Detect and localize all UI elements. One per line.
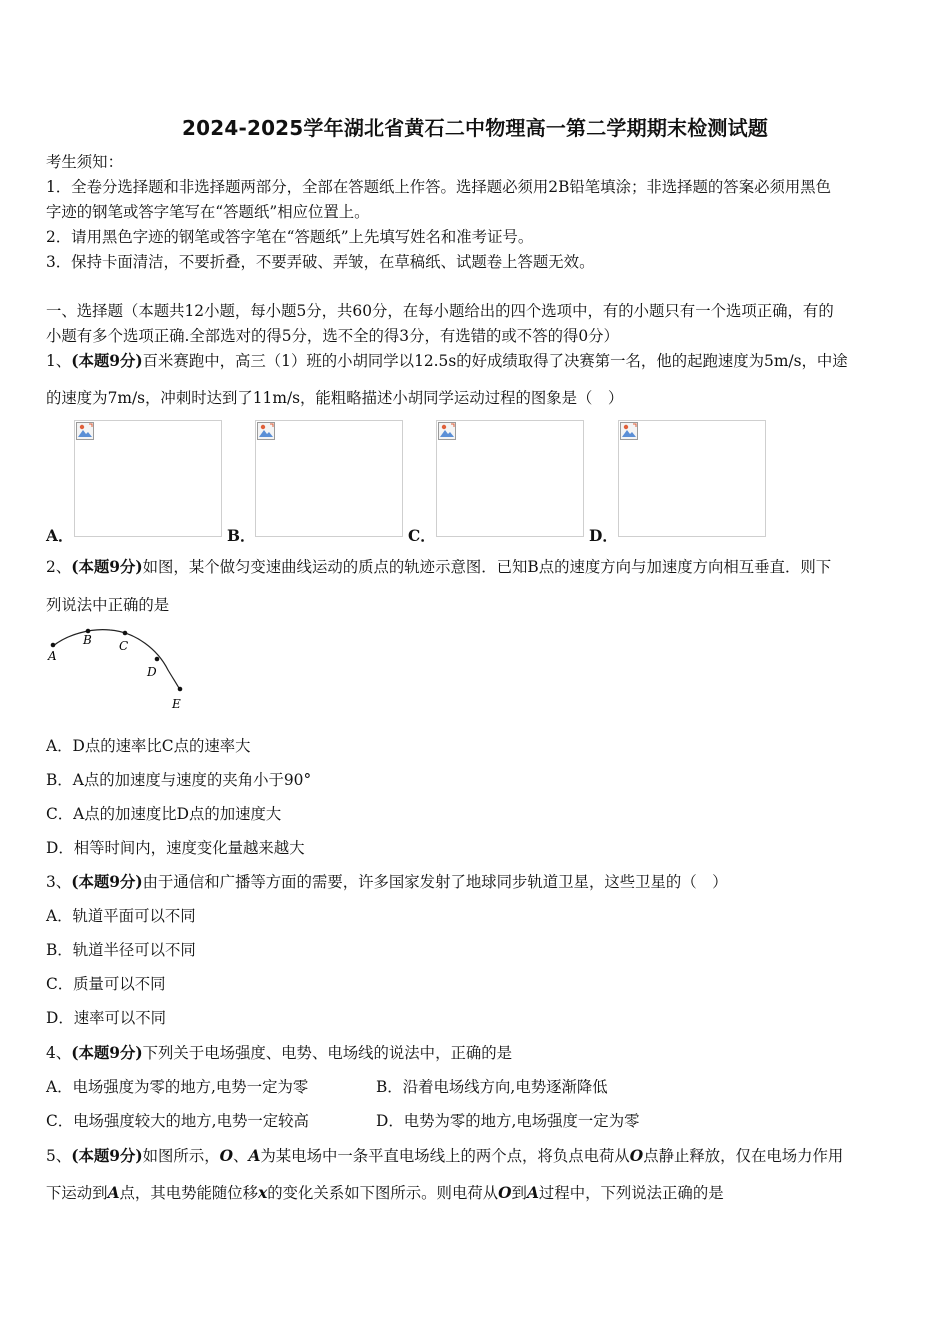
question-score: (本题9分) bbox=[71, 352, 143, 370]
question-text: 、 bbox=[233, 1147, 249, 1165]
question-text: 百米赛跑中，高三（1）班的小胡同学以12.5s的好成绩取得了决赛第一名，他的起跑速度为5m/s，中途 bbox=[142, 352, 848, 370]
symbol-o: O bbox=[629, 1147, 644, 1165]
question-4-line1 bbox=[46, 1043, 908, 1063]
question-2-line1 bbox=[46, 557, 908, 577]
q1-option-d-image[interactable] bbox=[618, 420, 766, 537]
symbol-a: A bbox=[526, 1184, 539, 1202]
q1-option-d-label[interactable]: D． bbox=[589, 527, 618, 545]
q4-option[interactable]: C．电场强度较大的地方,电势一定较高 bbox=[46, 1112, 309, 1130]
question-text: 为某电场中一条平直电场线上的两个点，将负点电荷从 bbox=[260, 1147, 630, 1165]
q3-option[interactable]: D．速率可以不同 bbox=[46, 1009, 167, 1027]
question-score: (本题9分) bbox=[71, 1147, 143, 1165]
question-score: (本题9分) bbox=[71, 558, 143, 576]
q4-option[interactable]: B．沿着电场线方向,电势逐渐降低 bbox=[376, 1078, 608, 1096]
question-text: 点，其电势能随位移 bbox=[119, 1184, 259, 1202]
question-number: 1、 bbox=[46, 352, 72, 370]
question-5-line2 bbox=[46, 1183, 908, 1203]
question-text: 过程中，下列说法正确的是 bbox=[538, 1184, 724, 1202]
point-e-dot bbox=[178, 687, 183, 692]
symbol-a: A bbox=[107, 1184, 120, 1202]
section-heading-cont: 小题有多个选项正确.全部选对的得5分，选不全的得3分，有选错的或不答的得0分） bbox=[46, 327, 619, 345]
notice-item: 1．全卷分选择题和非选择题两部分，全部在答题纸上作答。选择题必须用2B铅笔填涂；非选择题的答案必须用黑色 bbox=[46, 178, 832, 196]
symbol-o: O bbox=[219, 1147, 234, 1165]
question-number: 3、 bbox=[46, 873, 72, 891]
point-e-label: E bbox=[172, 697, 181, 711]
q1-option-c-label[interactable]: C． bbox=[408, 527, 436, 545]
notice-item: 字迹的钢笔或答字笔写在“答题纸”相应位置上。 bbox=[46, 203, 370, 221]
question-2-line2: 列说法中正确的是 bbox=[46, 596, 170, 614]
symbol-a: A bbox=[248, 1147, 261, 1165]
question-number: 4、 bbox=[46, 1044, 72, 1062]
broken-image-icon bbox=[438, 422, 456, 440]
question-text: 如图，某个做匀变速曲线运动的质点的轨迹示意图．已知B点的速度方向与加速度方向相互垂直．则下 bbox=[142, 558, 832, 576]
question-score: (本题9分) bbox=[71, 1044, 143, 1062]
question-text: 到 bbox=[511, 1184, 527, 1202]
notice-item: 2．请用黑色字迹的钢笔或答字笔在“答题纸”上先填写姓名和准考证号。 bbox=[46, 228, 534, 246]
point-a-dot bbox=[51, 643, 56, 648]
question-3-line1 bbox=[46, 872, 908, 892]
question-1-line1 bbox=[46, 351, 908, 371]
q1-option-a-image[interactable] bbox=[74, 420, 222, 537]
question-text: 下运动到 bbox=[46, 1184, 108, 1202]
broken-image-icon bbox=[620, 422, 638, 440]
notice-item: 3．保持卡面清洁，不要折叠，不要弄破、弄皱，在草稿纸、试题卷上答题无效。 bbox=[46, 253, 595, 271]
question-text: 下列关于电场强度、电势、电场线的说法中，正确的是 bbox=[142, 1044, 513, 1062]
page-title: 2024-2025学年湖北省黄石二中物理高一第二学期期末检测试题 bbox=[181, 116, 769, 140]
notice-heading: 考生须知： bbox=[46, 153, 123, 171]
question-score: (本题9分) bbox=[71, 873, 143, 891]
q3-option[interactable]: B．轨道半径可以不同 bbox=[46, 941, 196, 959]
trajectory-curve bbox=[53, 630, 180, 690]
question-1-line2: 的速度为7m/s，冲刺时达到了11m/s，能粗略描述小胡同学运动过程的图象是（ ） bbox=[46, 389, 624, 407]
q4-option[interactable]: A．电场强度为零的地方,电势一定为零 bbox=[46, 1078, 309, 1096]
question-number: 5、 bbox=[46, 1147, 72, 1165]
q3-option[interactable]: C．质量可以不同 bbox=[46, 975, 166, 993]
symbol-o: O bbox=[498, 1184, 512, 1202]
symbol-x: x bbox=[258, 1184, 268, 1202]
point-d-dot bbox=[155, 657, 160, 662]
broken-image-icon bbox=[76, 422, 94, 440]
q4-option[interactable]: D．电势为零的地方,电场强度一定为零 bbox=[376, 1112, 640, 1130]
q3-option[interactable]: A．轨道平面可以不同 bbox=[46, 907, 196, 925]
q2-option[interactable]: A．D点的速率比C点的速率大 bbox=[46, 737, 251, 755]
point-c-label: C bbox=[119, 639, 129, 653]
point-c-dot bbox=[123, 631, 128, 636]
question-5-line1 bbox=[46, 1146, 908, 1166]
question-text: 的变化关系如下图所示。则电荷从 bbox=[267, 1184, 499, 1202]
point-d-label: D bbox=[147, 665, 157, 679]
question-text: 由于通信和广播等方面的需要，许多国家发射了地球同步轨道卫星，这些卫星的（ ） bbox=[142, 873, 728, 891]
q2-option[interactable]: D．相等时间内，速度变化量越来越大 bbox=[46, 839, 305, 857]
q1-option-b-label[interactable]: B． bbox=[227, 527, 256, 545]
q1-option-b-image[interactable] bbox=[255, 420, 403, 537]
point-b-label: B bbox=[83, 633, 92, 647]
point-a-label: A bbox=[48, 649, 57, 663]
section-heading: 一、选择题（本题共12小题，每小题5分，共60分，在每小题给出的四个选项中，有的小题只有一个选项正确，有的 bbox=[46, 302, 834, 320]
question-text: 点静止释放，仅在电场力作用 bbox=[643, 1147, 844, 1165]
q2-option[interactable]: C．A点的加速度比D点的加速度大 bbox=[46, 805, 282, 823]
question-number: 2、 bbox=[46, 558, 72, 576]
broken-image-icon bbox=[257, 422, 275, 440]
q1-option-c-image[interactable] bbox=[436, 420, 584, 537]
question-text: 如图所示， bbox=[142, 1147, 220, 1165]
q1-option-a-label[interactable]: A． bbox=[46, 527, 74, 545]
q2-option[interactable]: B．A点的加速度与速度的夹角小于90° bbox=[46, 771, 312, 789]
trajectory-diagram bbox=[44, 624, 194, 714]
